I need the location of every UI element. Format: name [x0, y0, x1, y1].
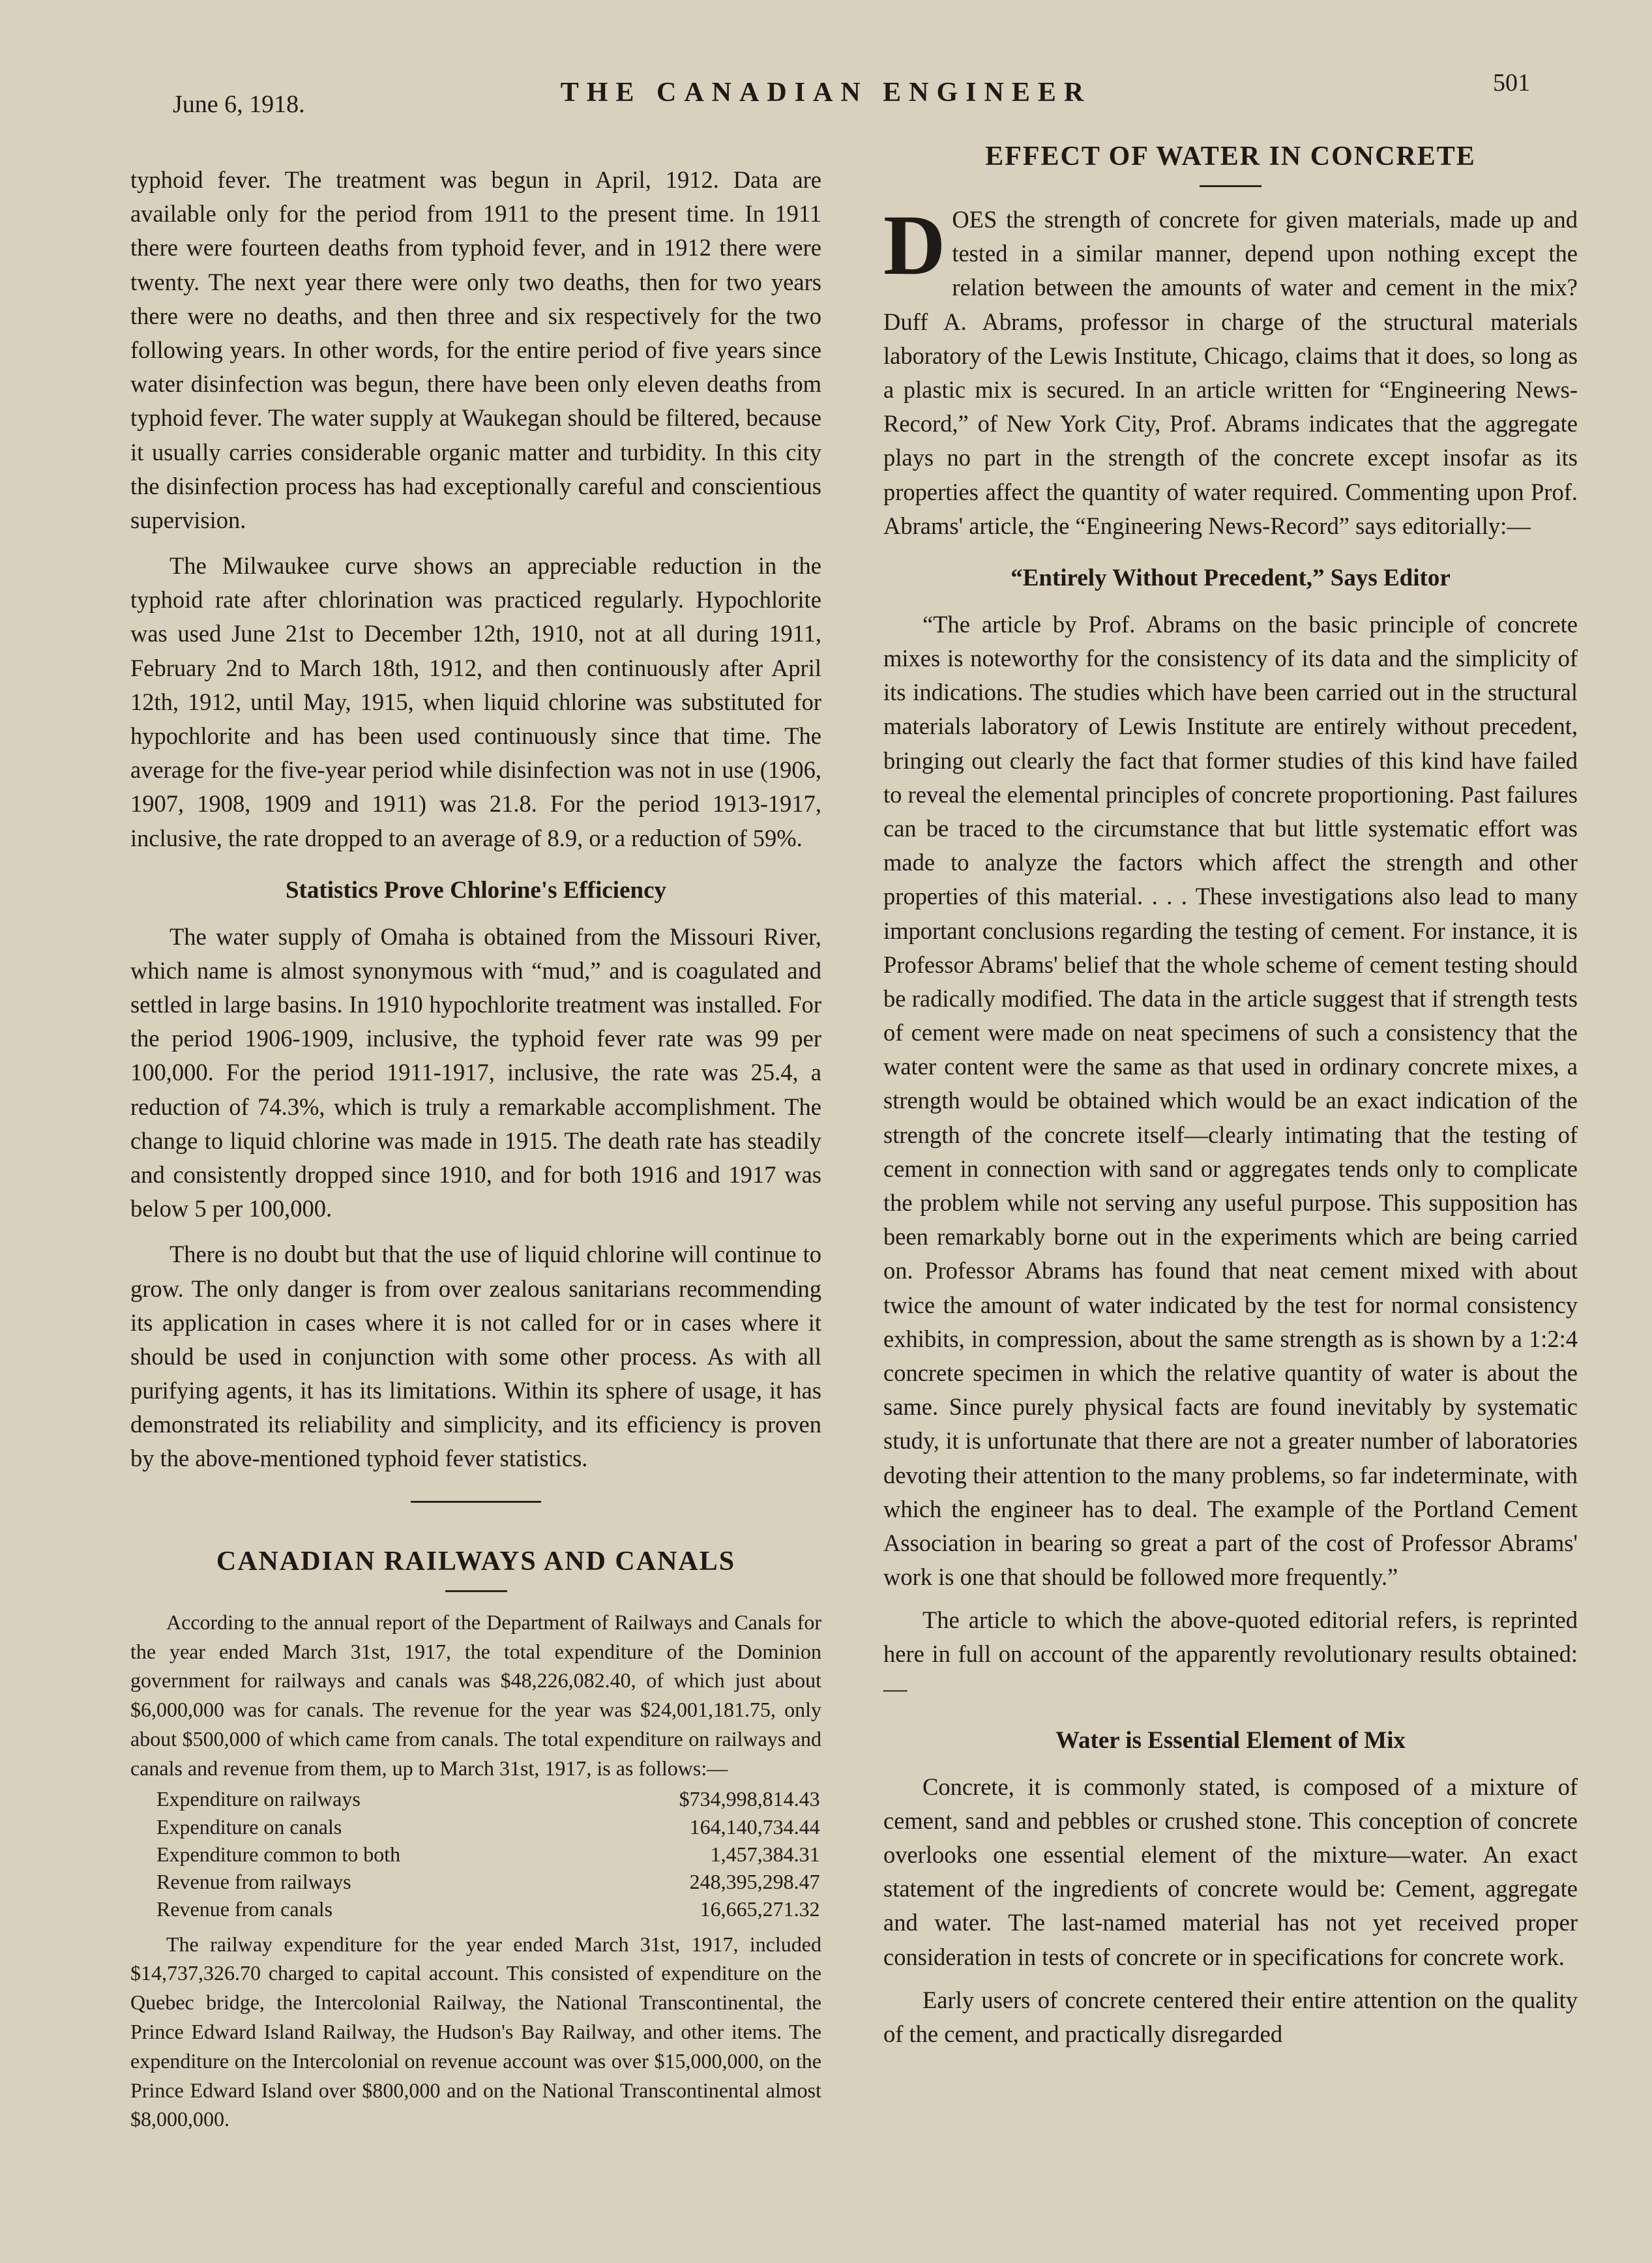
paragraph: Early users of concrete centered their entire attention on the quality of the cement, and practically disregarded	[883, 1986, 1578, 2048]
table-row	[156, 1813, 820, 1841]
section-subhead: “Entirely Without Precedent,” Says Editor	[1010, 564, 1451, 591]
article-separator	[411, 1501, 541, 1503]
paragraph: typhoid fever. The treatment was begun in April, 1912. Data are available only for the period from 1911 to the present time. In 1911 there were fourteen deaths from typhoid fever, and in 1912 there were twenty. The next year there were only two deaths, then for two years there were no deaths, and then three and six respectively for the two following years. In other words, for the entire period of five years since water disinfection was begun, there have been only eleven deaths from typhoid fever. The water supply at Waukegan should be filtered, because it usually carries considerable organic matter and turbidity. In this city the disinfection process has had exceptionally careful and conscientious supervision.	[130, 166, 821, 533]
table-row	[156, 1841, 820, 1868]
railways-article	[130, 1608, 821, 2135]
figure-value: 248,395,298.47	[689, 1870, 820, 1894]
figure-label: Revenue from railways	[156, 1870, 351, 1894]
paragraph: The Milwaukee curve shows an appreciable reduction in the typhoid rate after chlorination was practiced regularly. Hypochlorite was used June 21st to December 12th, 1910, not at all during 1911, February 2nd to March 18th, 1912, and then continuously after April 12th, 1912, until May, 1915, when liquid chlorine was substituted for hypochlorite and has been used continuously since that time. The average for the five-year period while disinfection was not in use (1906, 1907, 1908, 1909 and 1911) was 21.8. For the period 1913-1917, inclusive, the rate dropped to an average of 8.9, or a reduction of 59%.	[130, 552, 821, 851]
table-row	[156, 1785, 820, 1812]
table-row	[156, 1895, 820, 1923]
figure-value: 16,665,271.32	[700, 1897, 820, 1921]
paragraph: Concrete, it is commonly stated, is composed of a mixture of cement, sand and pebbles or crushed stone. This conception of concrete overlooks one essential element of the mixture—water. An exact statement of the ingredients of concrete would be: Cement, aggregate and water. The last-named material has not yet received proper consideration in tests of concrete or in specifications for concrete work.	[883, 1773, 1578, 1970]
figure-value: $734,998,814.43	[679, 1787, 820, 1811]
section-subhead: Statistics Prove Chlorine's Efficiency	[285, 876, 667, 904]
masthead: THE CANADIAN ENGINEER	[560, 78, 1092, 108]
page-number: 501	[1493, 69, 1530, 96]
paragraph: The water supply of Omaha is obtained from the Missouri River, which name is almost synonymous with “mud,” and is coagulated and settled in large basins. In 1910 hypochlorite treatment was installed. For the period 1906-1909, inclusive, the typhoid fever rate was 99 per 100,000. For the period 1911-1917, inclusive, the rate was 25.4, a reduction of 74.3%, which is truly a remarkable accomplishment. The change to liquid chlorine was made in 1915. The death rate has steadily and consistently dropped since 1910, and for both 1916 and 1917 was below 5 per 100,000.	[130, 923, 821, 1222]
right-column	[883, 137, 1578, 2051]
paragraph: The railway expenditure for the year ended March 31st, 1917, included $14,737,326.70 charged to capital account. This consisted of expenditure on the Quebec bridge, the Intercolonial Railway, the National Transcontinental, the Prince Edward Island Railway, the Hudson's Bay Railway, and other items. The expenditure on the Intercolonial on revenue account was over $15,000,000, on the Prince Edward Island over $800,000 and on the National Transcontinental almost $8,000,000.	[130, 1932, 821, 2131]
issue-date: June 6, 1918.	[173, 91, 305, 118]
figure-label: Expenditure common to both	[156, 1842, 401, 1866]
article-headline: EFFECT OF WATER IN CONCRETE	[985, 141, 1476, 171]
lead-paragraph	[883, 197, 1578, 543]
paragraph: There is no doubt but that the use of liquid chlorine will continue to grow. The only danger is from over zealous sanitarians recommending its application in cases where it is not called for or in cases where it should be used in conjunction with some other process. As with all purifying agents, it has its limitations. Within its sphere of usage, it has demonstrated its reliability and simplicity, and its efficiency is proven by the above-mentioned typhoid fever statistics.	[130, 1241, 821, 1472]
figure-value: 164,140,734.44	[689, 1814, 820, 1839]
figure-label: Expenditure on railways	[156, 1787, 361, 1811]
section-subhead: Water is Essential Element of Mix	[1055, 1726, 1406, 1754]
lead-text: OES the strength of concrete for given materials, made up and tested in a similar manner, depend upon nothing except the relation between the amounts of water and cement in the mix? Duff A. Abrams, professor in charge of the structural materials laboratory of the Lewis Institute, Chicago, claims that it does, so long as a plastic mix is secured. In an article written for “Engineering News-Record,” of New York City, Prof. Abrams indicates that the aggregate plays no part in the strength of the concrete except insofar as its properties affect the quantity of water required. Commenting upon Prof. Abrams' article, the “Engineering News-Record” says editorially:—	[883, 206, 1578, 539]
headline-rule	[1200, 185, 1261, 187]
financial-figures-table	[156, 1785, 820, 1923]
paragraph: “The article by Prof. Abrams on the basic principle of concrete mixes is noteworthy for the consistency of its data and the simplicity of its indications. The studies which have been carried out in the structural materials laboratory of Lewis Institute are entirely without precedent, bringing out clearly the fact that former studies of this kind have failed to reveal the elemental principles of concrete proportioning. Past failures can be traced to the circumstance that but little systematic effort was made to analyze the factors which affect the strength and other properties of this material. . . . These investigations also lead to many important conclusions regarding the testing of cement. For instance, it is Professor Abrams' belief that the whole scheme of cement testing should be radically modified. The data in the article suggest that if strength tests of cement were made on neat specimens of such a consistency that the water content were the same as that used in ordinary concrete mixes, a strength would be obtained which would be an exact indication of the strength of the concrete itself—clearly intimating that the testing of cement in connection with sand or aggregates tends only to complicate the problem while not serving any useful purpose. This supposition has been remarkably borne out in the experiments which are being carried on. Professor Abrams has found that neat cement mixed with about twice the amount of water indicated by the test for normal consistency exhibits, in compression, about the same strength as is shown by a 1:2:4 concrete specimen in which the relative quantity of water is about the same. Since purely physical facts are found inevitably by systematic study, it is unfortunate that there are not a greater number of laboratories devoting their attention to the many problems, so far indeterminate, with which the engineer has to deal. The example of the Portland Cement Association in bearing so great a part of the cost of Professor Abrams' work is one that should be followed more frequently.”	[883, 610, 1578, 1591]
left-column	[130, 163, 821, 2134]
headline-rule	[445, 1590, 507, 1592]
figure-label: Revenue from canals	[156, 1897, 333, 1921]
paragraph: The article to which the above-quoted editorial refers, is reprinted here in full on account of the apparently revolutionary results obtained:—	[883, 1606, 1578, 1702]
drop-cap: D	[883, 197, 946, 293]
figure-value: 1,457,384.31	[710, 1842, 820, 1866]
table-row	[156, 1868, 820, 1895]
figure-label: Expenditure on canals	[156, 1814, 342, 1839]
article-headline: CANADIAN RAILWAYS AND CANALS	[216, 1546, 736, 1576]
paragraph: According to the annual report of the Department of Railways and Canals for the year ended March 31st, 1917, the total expenditure of the Dominion government for railways and canals was $48,226,082.40, of which just about $6,000,000 was for canals. The revenue for the year was $24,001,181.75, only about $500,000 of which came from canals. The total expenditure on railways and canals and revenue from them, up to March 31st, 1917, is as follows:—	[130, 1610, 821, 1780]
